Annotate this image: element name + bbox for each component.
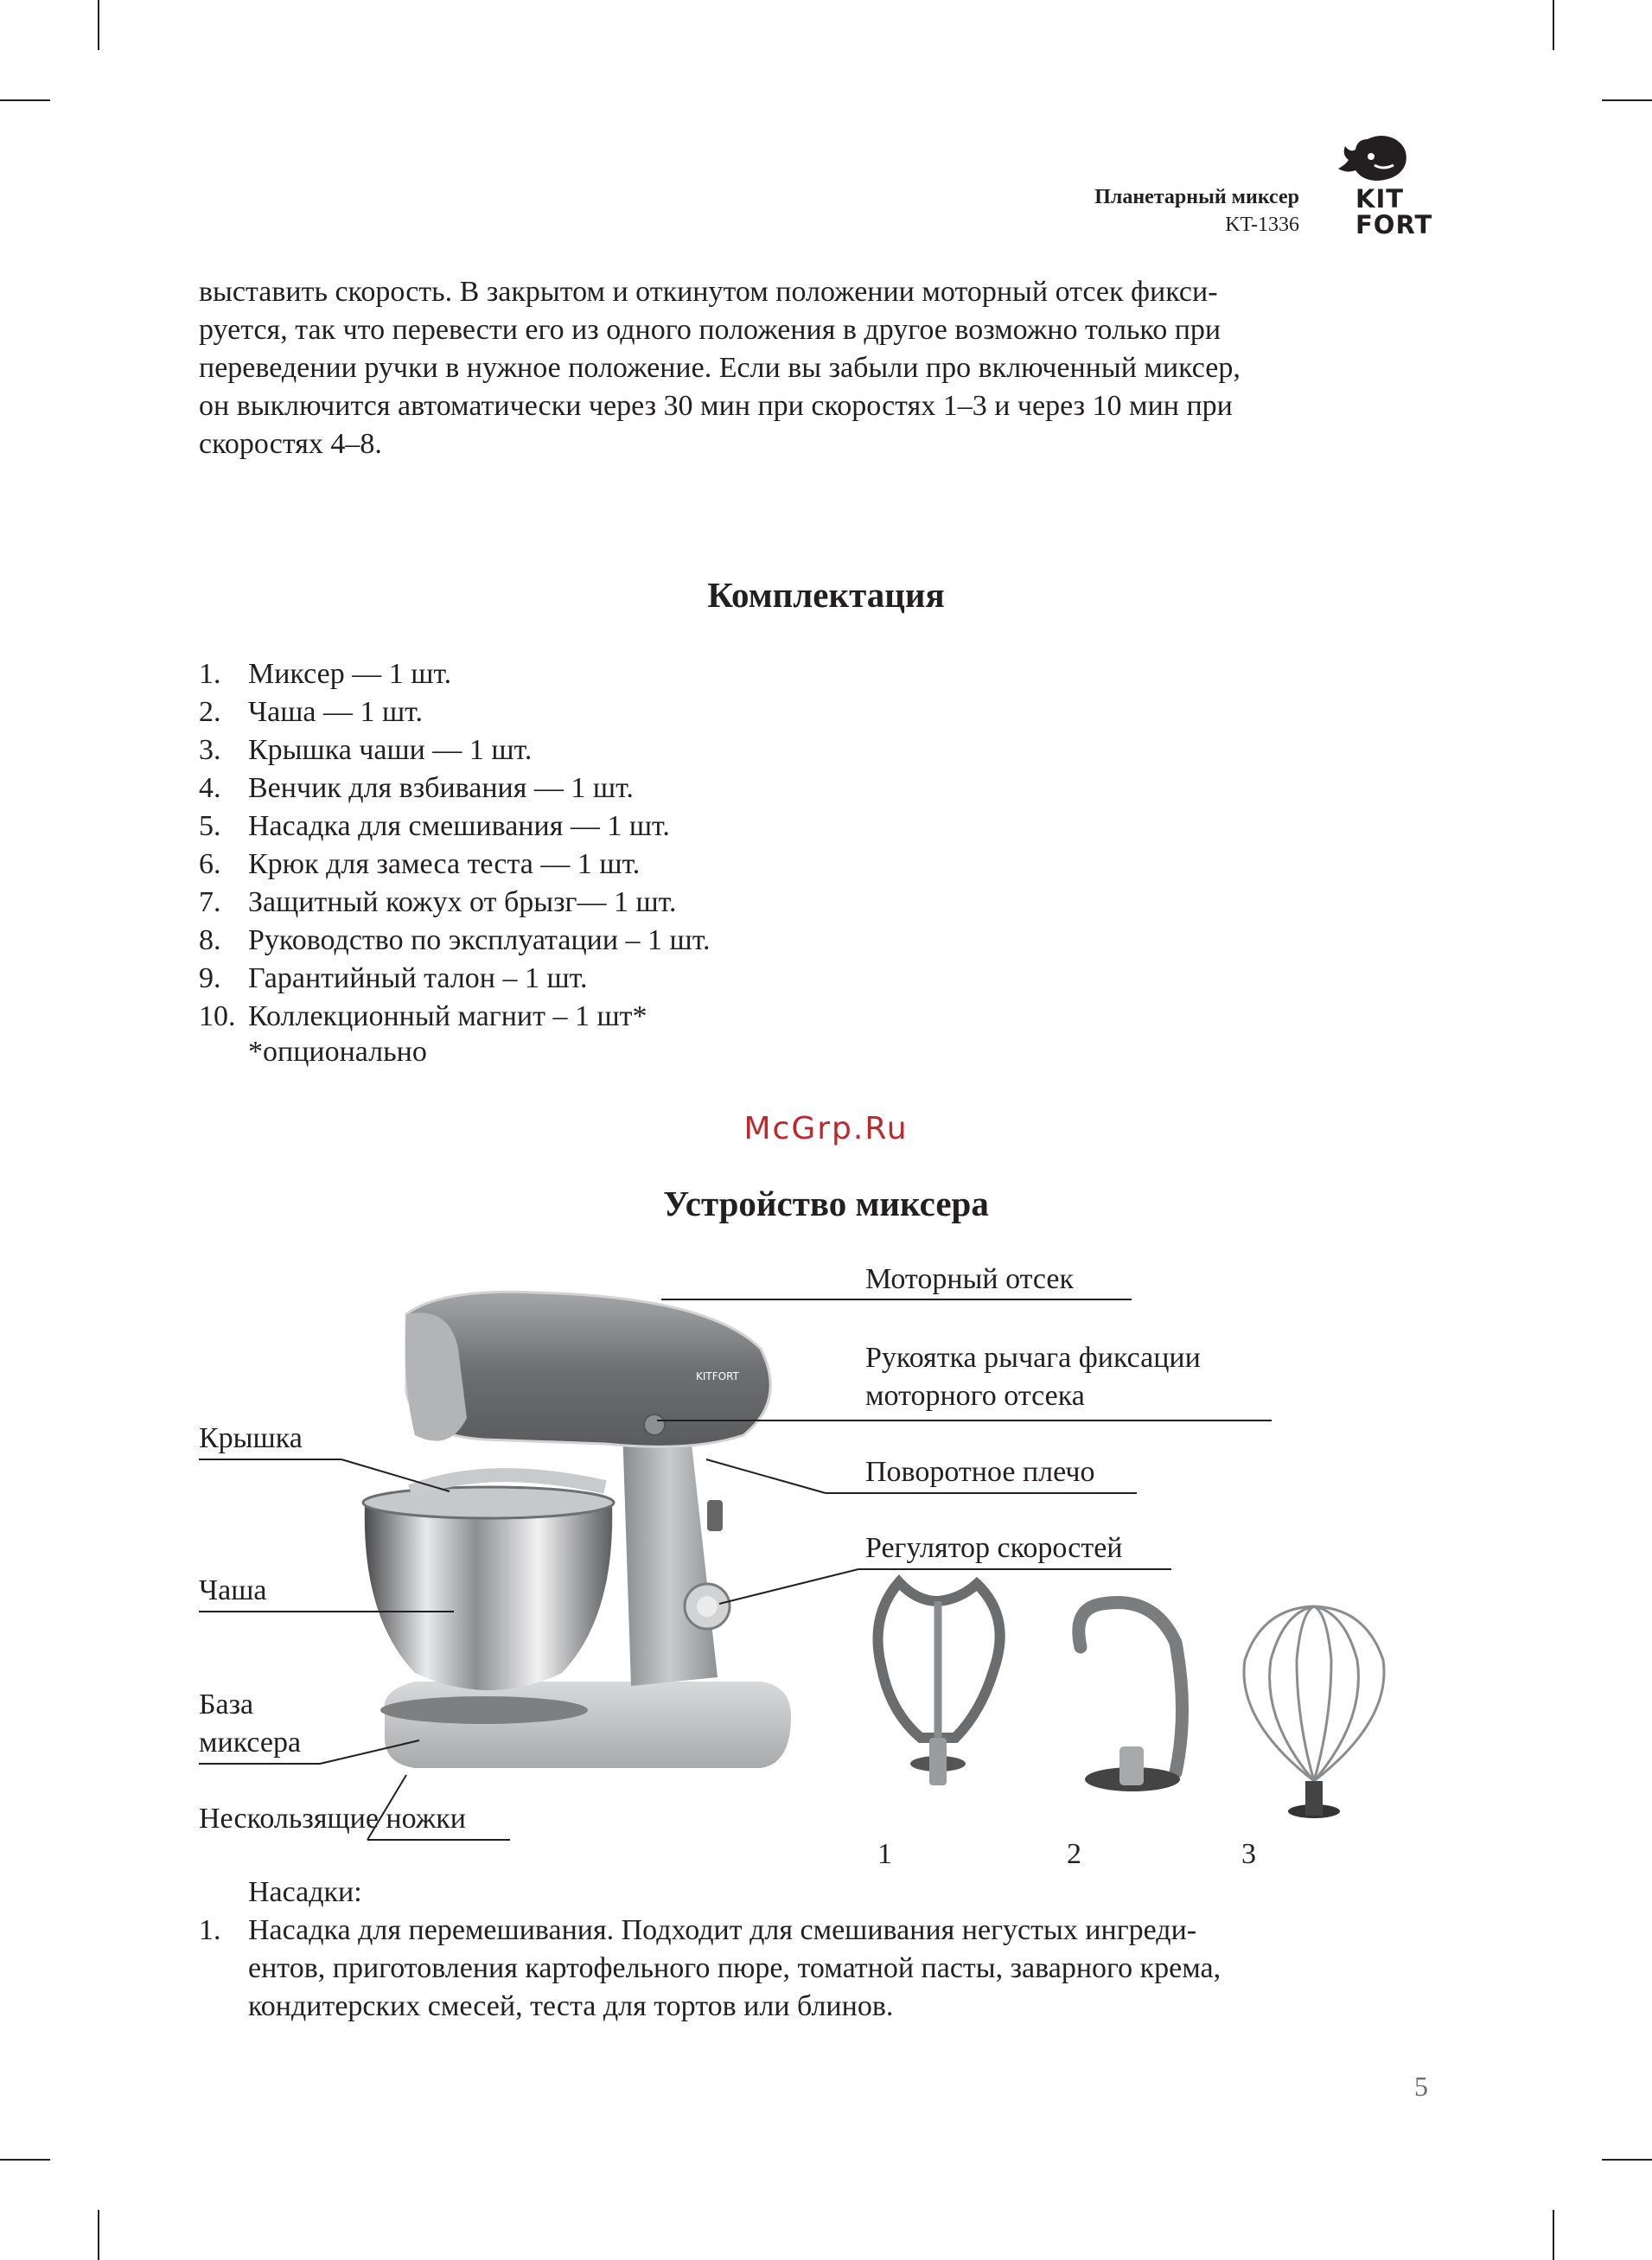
attachment-desc-line: ентов, приготовления картофельного пюре, томатной пасты, заварного крема,	[248, 1952, 1221, 1984]
item-text: Насадка для смешивания — 1 шт.	[248, 810, 670, 842]
attachment-desc-line: Насадка для перемешивания. Подходит для смешивания негустых ингреди-	[248, 1914, 1197, 1946]
label-lid: Крышка	[199, 1422, 303, 1454]
dough-hook-icon	[1079, 1602, 1183, 1791]
mixer-brand-text: KITFORT	[696, 1370, 739, 1382]
mixer-arm	[622, 1420, 718, 1686]
lever-knob	[644, 1414, 665, 1435]
text-line: выставить скорость. В закрытом и откинутом положении моторный отсек фикси-	[199, 276, 1218, 308]
side-switch	[707, 1500, 723, 1531]
item-number: 1.	[199, 658, 221, 690]
bowl	[365, 1503, 612, 1690]
item-text: Защитный кожух от брызг— 1 шт.	[248, 886, 677, 918]
bowl-plate	[380, 1696, 588, 1724]
item-text: Венчик для взбивания — 1 шт.	[248, 772, 634, 804]
attachment-number: 1	[877, 1838, 892, 1870]
item-text: Руководство по эксплуатации – 1 шт.	[248, 924, 711, 956]
item-text: Гарантийный талон – 1 шт.	[248, 962, 588, 994]
label-non-slip-feet: Нескользящие ножки	[199, 1803, 466, 1835]
label-bowl: Чаша	[199, 1574, 267, 1606]
leader-lid-slope	[341, 1459, 450, 1491]
item-number: 9.	[199, 962, 221, 994]
text-line: руется, так что перевести его из одного положения в другое возможно только при	[199, 314, 1221, 346]
item-number: 8.	[199, 924, 221, 956]
mixer-base	[384, 1682, 791, 1768]
item-number: 1.	[199, 1914, 221, 1946]
item-text: Чаша — 1 шт.	[248, 696, 423, 728]
leader-arm-slope	[706, 1459, 826, 1493]
item-text: Миксер — 1 шт.	[248, 658, 452, 690]
label-lever-line1: Рукоятка рычага фиксации	[865, 1342, 1201, 1374]
wire-whisk-icon	[1244, 1606, 1384, 1818]
item-number: 3.	[199, 734, 221, 766]
label-swivel-arm: Поворотное плечо	[865, 1456, 1095, 1488]
attachment-number: 3	[1241, 1838, 1256, 1870]
text-line: он выключится автоматически через 30 мин при скоростях 1–3 и через 10 мин при	[199, 390, 1233, 422]
device-heading: Устройство миксера	[663, 1184, 989, 1223]
item-text: Коллекционный магнит – 1 шт*	[248, 1000, 647, 1032]
speed-knob-center	[697, 1596, 718, 1617]
label-motor-compartment: Моторный отсек	[865, 1263, 1075, 1295]
label-base-line2: миксера	[199, 1727, 302, 1759]
flat-beater-icon	[878, 1582, 1000, 1785]
item-number: 2.	[199, 696, 221, 728]
page-number: 5	[1414, 2071, 1428, 2102]
item-number: 4.	[199, 772, 221, 804]
watermark-link[interactable]: McGrp.Ru	[743, 1111, 909, 1146]
label-speed-control: Регулятор скоростей	[865, 1532, 1123, 1564]
attachments-title: Насадки:	[248, 1876, 362, 1908]
item-number: 5.	[199, 810, 221, 842]
label-lever-line2: моторного отсека	[865, 1380, 1085, 1412]
attachment-number: 2	[1067, 1838, 1081, 1870]
item-number: 7.	[199, 886, 221, 918]
header-title: Планетарный миксер	[1094, 186, 1299, 208]
label-base-line1: База	[199, 1689, 254, 1721]
logo-line-kit: KIT	[1355, 184, 1405, 214]
text-line: переведении ручки в нужное положение. Если вы забыли про включенный миксер,	[199, 352, 1241, 384]
item-number: 10.	[199, 1000, 236, 1032]
item-text: Крышка чаши — 1 шт.	[248, 734, 533, 766]
leader-speed-slope	[719, 1569, 858, 1604]
optional-note: *опционально	[248, 1036, 427, 1068]
logo-line-fort: FORT	[1355, 210, 1433, 239]
attachment-desc-line: кондитерских смесей, теста для тортов или блинов.	[248, 1990, 894, 2022]
text-line: скоростях 4–8.	[199, 428, 382, 460]
contents-heading: Комплектация	[707, 575, 945, 615]
bowl-rim	[363, 1487, 614, 1518]
header-model: KT-1336	[1225, 214, 1299, 236]
item-number: 6.	[199, 848, 221, 880]
item-text: Крюк для замеса теста — 1 шт.	[248, 848, 641, 880]
